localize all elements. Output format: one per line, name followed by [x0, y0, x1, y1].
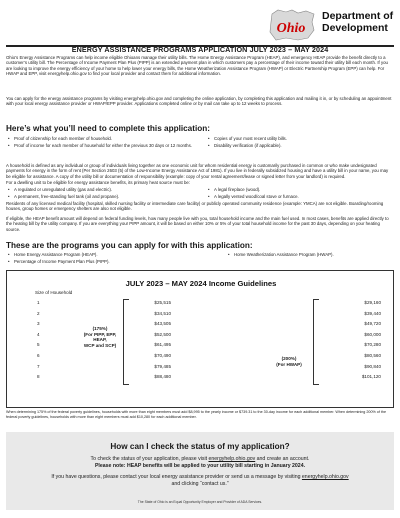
programs-list-left: [6, 252, 226, 266]
income-175-size-7: $79,485: [154, 363, 171, 369]
household-size-label: Size of Household: [35, 290, 73, 295]
list-item: • Copies of your most recent utility bills.: [206, 136, 394, 141]
income-175-size-3: $43,505: [154, 321, 171, 327]
right-bracket: [313, 299, 319, 385]
list-item: • A regulated or unregulated utility (gas and electric).: [6, 187, 196, 192]
left-program-percent: (175%): [92, 326, 108, 331]
ohio-development-logo: [262, 8, 398, 42]
energyhelp-contact-link[interactable]: energyhelp.ohio.gov: [301, 474, 349, 480]
status-line-1-pre: To check the status of your application, please visit: [90, 456, 209, 462]
status-line-3-pre: If you have questions, please contact your local energy assistance provider or send us a message by visiting: [51, 474, 302, 480]
right-program-label: [269, 356, 309, 367]
apply-paragraph: You can apply for the energy assistance programs by visiting energyhelp.ohio.gov and completing the online application, by completing this application and mailing it in, or by scheduling an appointment with your local energy assistance provider or HWAP/EPP provider. Applications completed online or by mail can take up to 12 weeks to process.: [6, 96, 392, 107]
energyhelp-link[interactable]: energyhelp.ohio.gov: [208, 456, 256, 462]
status-line-3: [6, 474, 394, 480]
guidelines-footnote: When determining 175% of the federal poverty guidelines, households with more than eight members must add $8,995 to the yearly income or $739.31 to the 30-day income for each additional member. When determining 200% of the federal poverty guidelines, households with more than eight members must add $10,280 for each additional member.: [6, 410, 387, 419]
ohio-logo-icon: [262, 8, 320, 42]
household-size-8: 8: [37, 374, 40, 380]
income-175-size-2: $34,510: [154, 310, 171, 316]
list-item: • A legally vented wood/coal stove or furnace.: [206, 194, 394, 199]
income-200-size-5: $70,280: [364, 342, 381, 348]
household-size-3: 3: [37, 321, 40, 327]
status-note: Please note: HEAP benefits will be applied to your utility bill starting in January 2024.: [94, 463, 306, 469]
household-size-2: 2: [37, 310, 40, 316]
left-program-label: [79, 326, 121, 348]
page-title: ENERGY ASSISTANCE PROGRAMS APPLICATION JULY 2023 – MAY 2024: [71, 45, 329, 54]
dept-name: [322, 10, 393, 34]
intro-paragraph: Ohio’s Energy Assistance Programs can help income eligible Ohioans manage their utility bills. The Home Energy Assistance Program (HEAP), and emergency HEAP provide the benefit directly to a customer’s utility bill. The Percentage of Income Payment Plan Plus (PIPP) is an extended payment plan in which customers pay a percentage of their income toward their utility bill each month. If you are looking to improve the energy efficiency of your home to help lower your energy bills, the Home Weatherization Assistance Program (HWAP) or Electric Partnership Program (EPP) can help. For HWAP and EPP, visit energyhelp.ohio.gov to find your local provider and contact them for additional information.: [6, 55, 388, 77]
household-size-5: 5: [37, 342, 40, 348]
dept-line-2: Development: [322, 22, 388, 34]
heat-source-list-right: [206, 187, 394, 201]
right-program-percent: (200%): [281, 356, 297, 361]
list-item: • Proof of income for each member of household for either the previous 30 days or 12 months.: [6, 143, 196, 148]
requirements-list-right: [206, 136, 394, 150]
heap-paragraph: If eligible, the HEAP benefit amount will depend on federal funding levels, how many people live with you, total household income and the main fuel used. In most cases, benefits are applied directly to the heating bill by the utility company. If you are everything your PIPP amount, it will be based on either 10% or 5% of your total household income for the past 30 days, depending on your heating source.: [6, 216, 389, 232]
programs-heading: These are the programs you can apply for with this application:: [6, 241, 253, 250]
list-item: • Proof of citizenship for each member of household.: [6, 136, 196, 141]
household-size-6: 6: [37, 353, 40, 358]
household-size-1: 1: [37, 300, 40, 305]
income-200-size-8: $101,120: [361, 374, 381, 380]
list-item: • Home Weatherization Assistance Program (HWAP).: [226, 252, 394, 257]
income-200-size-6: $80,560: [364, 353, 381, 358]
household-paragraph: A household is defined as any individual or group of individuals living together as one economic unit for whom residential energy is customarily purchased in common or who make undesignated payments for energy in the form of rent (Per Section 2603 (5) of the Low-Income Energy Assistance Act of 1981). If you live in federally subsidized housing and have a utility bill in your name, you may be eligible for assistance. A copy of the utility bill or documentation of responsibility (example: copy of your rental agreement/lease or signed letter from your landlord) is required.: [6, 163, 389, 179]
income-175-size-8: $88,480: [154, 374, 171, 380]
income-200-size-7: $90,840: [364, 363, 381, 369]
status-heading: How can I check the status of my application?: [110, 442, 290, 451]
left-program-name-1: (For PIPP, EPP, HEAP,: [83, 331, 117, 343]
income-200-size-4: $60,000: [364, 331, 381, 337]
page-header: [0, 4, 400, 42]
status-section: [6, 432, 394, 510]
list-item: • Home Energy Assistance Program (HEAP).: [6, 252, 226, 257]
household-size-4: 4: [37, 331, 40, 337]
requirements-heading: Here’s what you’ll need to complete this application:: [6, 124, 210, 133]
income-175-size-4: $52,500: [154, 331, 171, 337]
ohio-logo-word: Ohio: [276, 21, 306, 36]
list-item: • A legal fireplace (wood).: [206, 187, 394, 192]
dwelling-paragraph: For a dwelling unit to be eligible for energy assistance benefits, its primary heat source must be:: [6, 180, 190, 185]
requirements-list-left: [6, 136, 196, 150]
list-item: • A permanent, free-standing fuel tank (oil and propane).: [6, 194, 196, 199]
income-200-size-3: $49,720: [364, 321, 381, 327]
left-bracket: [123, 299, 129, 385]
dept-line-1: Department of: [322, 10, 394, 22]
income-175-size-6: $70,490: [154, 353, 171, 358]
status-line-4: and clicking “contact us.”: [171, 481, 229, 487]
income-200-size-2: $39,440: [364, 310, 381, 316]
status-line-1-post: and create an account.: [255, 456, 310, 462]
income-175-size-5: $61,495: [154, 342, 171, 348]
income-200-size-1: $29,160: [364, 300, 381, 305]
heat-source-list-left: [6, 187, 196, 201]
income-guidelines-table: [6, 270, 394, 408]
residents-paragraph: Residents of any licensed medical facility (hospital, skilled nursing facility or intermediate care facility) or publicly operated community residence (example: YMCA) are not eligible. Boarding/rooming houses, group homes or emergency shelters are also not eligible.: [6, 201, 384, 212]
programs-list-right: [226, 252, 394, 259]
status-line-1: [6, 456, 394, 462]
list-item: • Percentage of Income Payment Plan Plus (PIPP).: [6, 259, 226, 264]
income-175-size-1: $25,515: [154, 300, 171, 305]
equal-opportunity-statement: The State of Ohio is an Equal Opportunity Employer and Provider of ADA Services.: [137, 500, 263, 504]
guidelines-title: JULY 2023 – MAY 2024 Income Guidelines: [125, 279, 277, 288]
list-item: • Disability verification (if applicable).: [206, 143, 394, 148]
left-program-name-2: WCP and SCP): [83, 342, 117, 348]
household-size-7: 7: [37, 363, 40, 369]
right-program-name: (For HWAP): [276, 361, 302, 367]
